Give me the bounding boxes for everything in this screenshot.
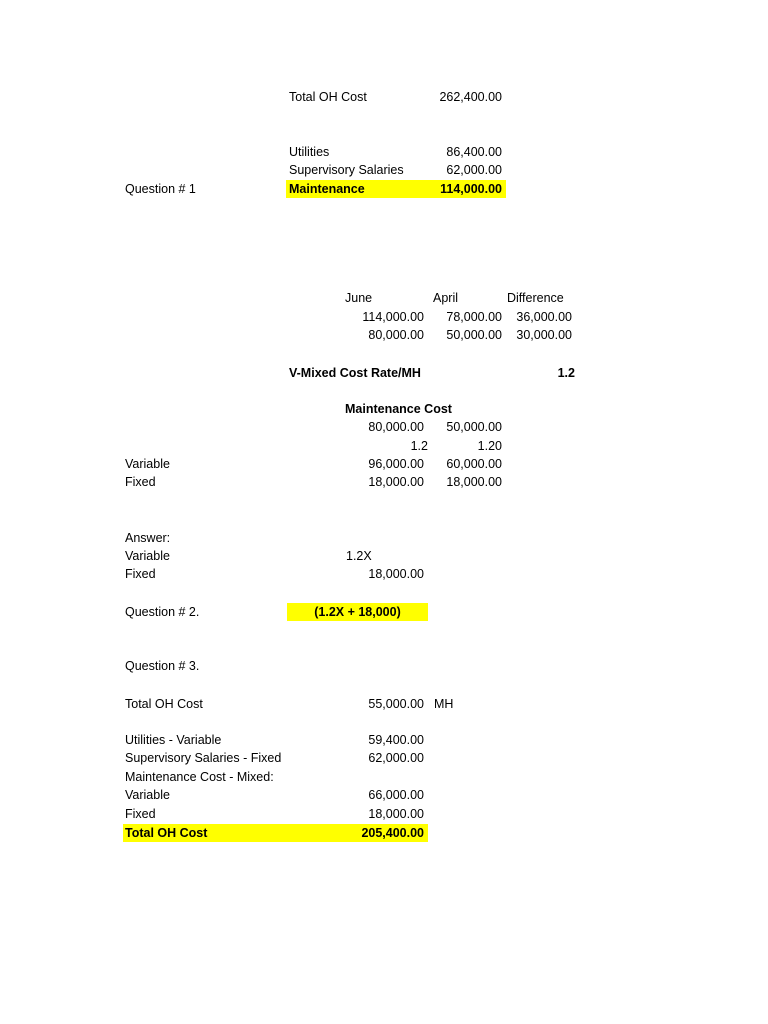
question-1-label: Question # 1 — [125, 182, 196, 196]
header-april: April — [433, 291, 459, 305]
q3-supervisory-label: Supervisory Salaries - Fixed — [125, 751, 282, 765]
utilities-label: Utilities — [289, 145, 330, 159]
maintenance-label: Maintenance — [289, 182, 365, 196]
v-mixed-rate-label: V-Mixed Cost Rate/MH — [289, 366, 421, 380]
question-3-label: Question # 3. — [125, 659, 200, 673]
q3-utilities-label: Utilities - Variable — [125, 733, 222, 747]
q3-variable-label: Variable — [125, 788, 170, 802]
mc-fixed-label: Fixed — [125, 475, 156, 489]
june-row2: 80,000.00 — [368, 328, 424, 342]
total-oh-value: 262,400.00 — [439, 90, 502, 104]
april-row1: 78,000.00 — [446, 310, 502, 324]
mc-variable-col1: 96,000.00 — [368, 457, 424, 471]
q3-total-oh-unit: MH — [434, 697, 454, 711]
answer-variable-value: 1.2X — [346, 549, 372, 563]
q3-maintenance-label: Maintenance Cost - Mixed: — [125, 770, 274, 784]
supervisory-salaries-value: 62,000.00 — [446, 163, 502, 177]
q3-total-label: Total OH Cost — [125, 826, 208, 840]
mc-variable-label: Variable — [125, 457, 170, 471]
q3-supervisory-value: 62,000.00 — [368, 751, 424, 765]
header-june: June — [345, 291, 373, 305]
difference-row1: 36,000.00 — [516, 310, 572, 324]
q3-total-oh-value: 55,000.00 — [368, 697, 424, 711]
header-difference: Difference — [507, 291, 564, 305]
q3-variable-value: 66,000.00 — [368, 788, 424, 802]
mc-variable-col2: 60,000.00 — [446, 457, 502, 471]
total-oh-label: Total OH Cost — [289, 90, 367, 104]
maintenance-value: 114,000.00 — [440, 182, 502, 196]
mc-fixed-col1: 18,000.00 — [368, 475, 424, 489]
question-2-label: Question # 2. — [125, 605, 200, 619]
mc-row2-col2: 1.20 — [477, 439, 502, 453]
answer-variable-label: Variable — [125, 549, 170, 563]
answer-title: Answer: — [125, 531, 171, 545]
q3-total-oh-label: Total OH Cost — [125, 697, 203, 711]
utilities-value: 86,400.00 — [446, 145, 502, 159]
answer-fixed-label: Fixed — [125, 567, 156, 581]
q3-fixed-value: 18,000.00 — [368, 807, 424, 821]
answer-fixed-value: 18,000.00 — [368, 567, 424, 581]
june-row1: 114,000.00 — [362, 310, 424, 324]
april-row2: 50,000.00 — [446, 328, 502, 342]
q3-total-value: 205,400.00 — [361, 826, 424, 840]
question-2-answer: (1.2X + 18,000) — [314, 605, 401, 619]
v-mixed-rate-value: 1.2 — [557, 366, 575, 380]
mc-row1-col1: 80,000.00 — [368, 420, 424, 434]
mc-fixed-col2: 18,000.00 — [446, 475, 502, 489]
q3-utilities-value: 59,400.00 — [368, 733, 424, 747]
supervisory-salaries-label: Supervisory Salaries — [289, 163, 404, 177]
difference-row2: 30,000.00 — [516, 328, 572, 342]
maintenance-cost-title: Maintenance Cost — [345, 402, 452, 416]
q3-fixed-label: Fixed — [125, 807, 156, 821]
mc-row1-col2: 50,000.00 — [446, 420, 502, 434]
mc-row2-col1: 1.2 — [410, 439, 428, 453]
